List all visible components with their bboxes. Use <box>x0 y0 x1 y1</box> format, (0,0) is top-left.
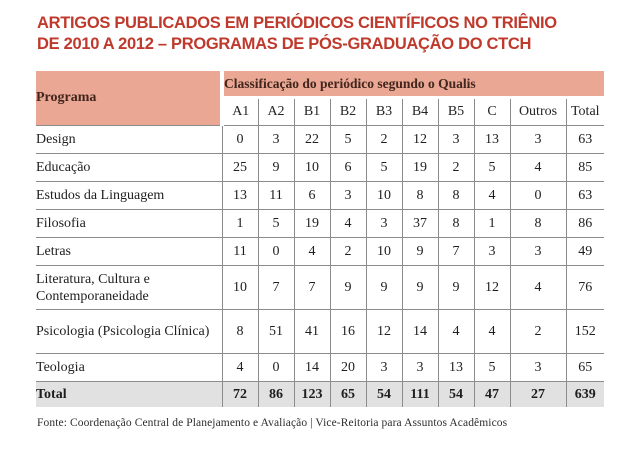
program-name-cell: Estudos da Linguagem <box>36 182 222 210</box>
value-cell: 63 <box>566 182 604 210</box>
program-column-header: Programa <box>36 71 222 126</box>
value-cell: 3 <box>330 182 366 210</box>
value-cell: 19 <box>402 154 438 182</box>
value-cell: 10 <box>294 154 330 182</box>
qualis-group-header: Classificação do periódico segundo o Qualis <box>222 71 604 98</box>
value-cell: 2 <box>330 238 366 266</box>
value-cell: 4 <box>438 310 474 354</box>
value-cell: 3 <box>474 238 510 266</box>
value-cell: 37 <box>402 210 438 238</box>
column-header-b1: B1 <box>294 98 330 126</box>
total-value-cell: 111 <box>402 382 438 408</box>
value-cell: 13 <box>474 126 510 154</box>
column-header-a2: A2 <box>258 98 294 126</box>
value-cell: 8 <box>510 210 566 238</box>
value-cell: 3 <box>510 354 566 382</box>
value-cell: 152 <box>566 310 604 354</box>
value-cell: 5 <box>474 354 510 382</box>
value-cell: 10 <box>366 238 402 266</box>
value-cell: 0 <box>222 126 258 154</box>
value-cell: 19 <box>294 210 330 238</box>
value-cell: 63 <box>566 126 604 154</box>
value-cell: 14 <box>402 310 438 354</box>
value-cell: 41 <box>294 310 330 354</box>
value-cell: 10 <box>222 266 258 310</box>
value-cell: 85 <box>566 154 604 182</box>
value-cell: 8 <box>438 210 474 238</box>
value-cell: 3 <box>402 354 438 382</box>
value-cell: 3 <box>366 210 402 238</box>
program-name-cell: Letras <box>36 238 222 266</box>
page-title <box>37 13 604 55</box>
value-cell: 2 <box>366 126 402 154</box>
column-header-outros: Outros <box>510 98 566 126</box>
total-row <box>36 382 604 408</box>
table-row <box>36 266 604 310</box>
value-cell: 11 <box>258 182 294 210</box>
table-row <box>36 354 604 382</box>
program-name-cell: Literatura, Cultura e Contemporaneidade <box>36 266 222 310</box>
value-cell: 3 <box>258 126 294 154</box>
value-cell: 7 <box>438 238 474 266</box>
value-cell: 13 <box>222 182 258 210</box>
value-cell: 25 <box>222 154 258 182</box>
value-cell: 8 <box>402 182 438 210</box>
value-cell: 49 <box>566 238 604 266</box>
page-title-line-1: ARTIGOS PUBLICADOS EM PERIÓDICOS CIENTÍFICOS NO TRIÊNIO <box>37 14 557 32</box>
program-name-cell: Design <box>36 126 222 154</box>
column-header-b2: B2 <box>330 98 366 126</box>
total-value-cell: 54 <box>438 382 474 408</box>
value-cell: 4 <box>474 310 510 354</box>
value-cell: 13 <box>438 354 474 382</box>
value-cell: 6 <box>294 182 330 210</box>
value-cell: 9 <box>402 266 438 310</box>
value-cell: 3 <box>510 238 566 266</box>
table-body <box>36 126 604 408</box>
value-cell: 3 <box>438 126 474 154</box>
value-cell: 3 <box>366 354 402 382</box>
total-value-cell: 86 <box>258 382 294 408</box>
total-value-cell: 639 <box>566 382 604 408</box>
value-cell: 0 <box>510 182 566 210</box>
value-cell: 4 <box>294 238 330 266</box>
value-cell: 4 <box>474 182 510 210</box>
value-cell: 9 <box>330 266 366 310</box>
value-cell: 4 <box>222 354 258 382</box>
program-name-cell: Filosofia <box>36 210 222 238</box>
value-cell: 0 <box>258 354 294 382</box>
table-row <box>36 210 604 238</box>
value-cell: 86 <box>566 210 604 238</box>
value-cell: 4 <box>510 266 566 310</box>
value-cell: 12 <box>366 310 402 354</box>
value-cell: 8 <box>438 182 474 210</box>
column-header-a1: A1 <box>222 98 258 126</box>
total-value-cell: 65 <box>330 382 366 408</box>
value-cell: 12 <box>474 266 510 310</box>
table-row <box>36 126 604 154</box>
column-header-b3: B3 <box>366 98 402 126</box>
group-header-row <box>36 71 604 98</box>
page-title-line-2: DE 2010 A 2012 – PROGRAMAS DE PÓS-GRADUAÇÃO DO CTCH <box>37 35 532 53</box>
value-cell: 9 <box>402 238 438 266</box>
value-cell: 20 <box>330 354 366 382</box>
program-name-cell: Educação <box>36 154 222 182</box>
value-cell: 1 <box>474 210 510 238</box>
value-cell: 9 <box>438 266 474 310</box>
program-name-cell: Psicologia (Psicologia Clínica) <box>36 310 222 354</box>
table-row <box>36 182 604 210</box>
value-cell: 5 <box>366 154 402 182</box>
program-name-cell: Teologia <box>36 354 222 382</box>
value-cell: 51 <box>258 310 294 354</box>
table-row <box>36 310 604 354</box>
column-header-b5: B5 <box>438 98 474 126</box>
value-cell: 2 <box>510 310 566 354</box>
footnote: Fonte: Coordenação Central de Planejamento e Avaliação | Vice-Reitoria para Assuntos Acadêmicos <box>37 417 508 429</box>
column-header-c: C <box>474 98 510 126</box>
value-cell: 12 <box>402 126 438 154</box>
publications-table <box>36 71 604 407</box>
value-cell: 7 <box>258 266 294 310</box>
total-value-cell: 72 <box>222 382 258 408</box>
value-cell: 0 <box>258 238 294 266</box>
value-cell: 11 <box>222 238 258 266</box>
table-row <box>36 238 604 266</box>
value-cell: 65 <box>566 354 604 382</box>
column-header-b4: B4 <box>402 98 438 126</box>
value-cell: 76 <box>566 266 604 310</box>
value-cell: 9 <box>258 154 294 182</box>
value-cell: 5 <box>258 210 294 238</box>
column-header-total: Total <box>566 98 604 126</box>
value-cell: 14 <box>294 354 330 382</box>
value-cell: 5 <box>474 154 510 182</box>
value-cell: 2 <box>438 154 474 182</box>
total-value-cell: 123 <box>294 382 330 408</box>
value-cell: 5 <box>330 126 366 154</box>
value-cell: 10 <box>366 182 402 210</box>
total-label-cell: Total <box>36 382 222 408</box>
value-cell: 8 <box>222 310 258 354</box>
value-cell: 7 <box>294 266 330 310</box>
value-cell: 4 <box>510 154 566 182</box>
value-cell: 6 <box>330 154 366 182</box>
value-cell: 16 <box>330 310 366 354</box>
value-cell: 4 <box>330 210 366 238</box>
total-value-cell: 27 <box>510 382 566 408</box>
total-value-cell: 54 <box>366 382 402 408</box>
value-cell: 3 <box>510 126 566 154</box>
value-cell: 9 <box>366 266 402 310</box>
table-row <box>36 154 604 182</box>
value-cell: 1 <box>222 210 258 238</box>
value-cell: 22 <box>294 126 330 154</box>
total-value-cell: 47 <box>474 382 510 408</box>
